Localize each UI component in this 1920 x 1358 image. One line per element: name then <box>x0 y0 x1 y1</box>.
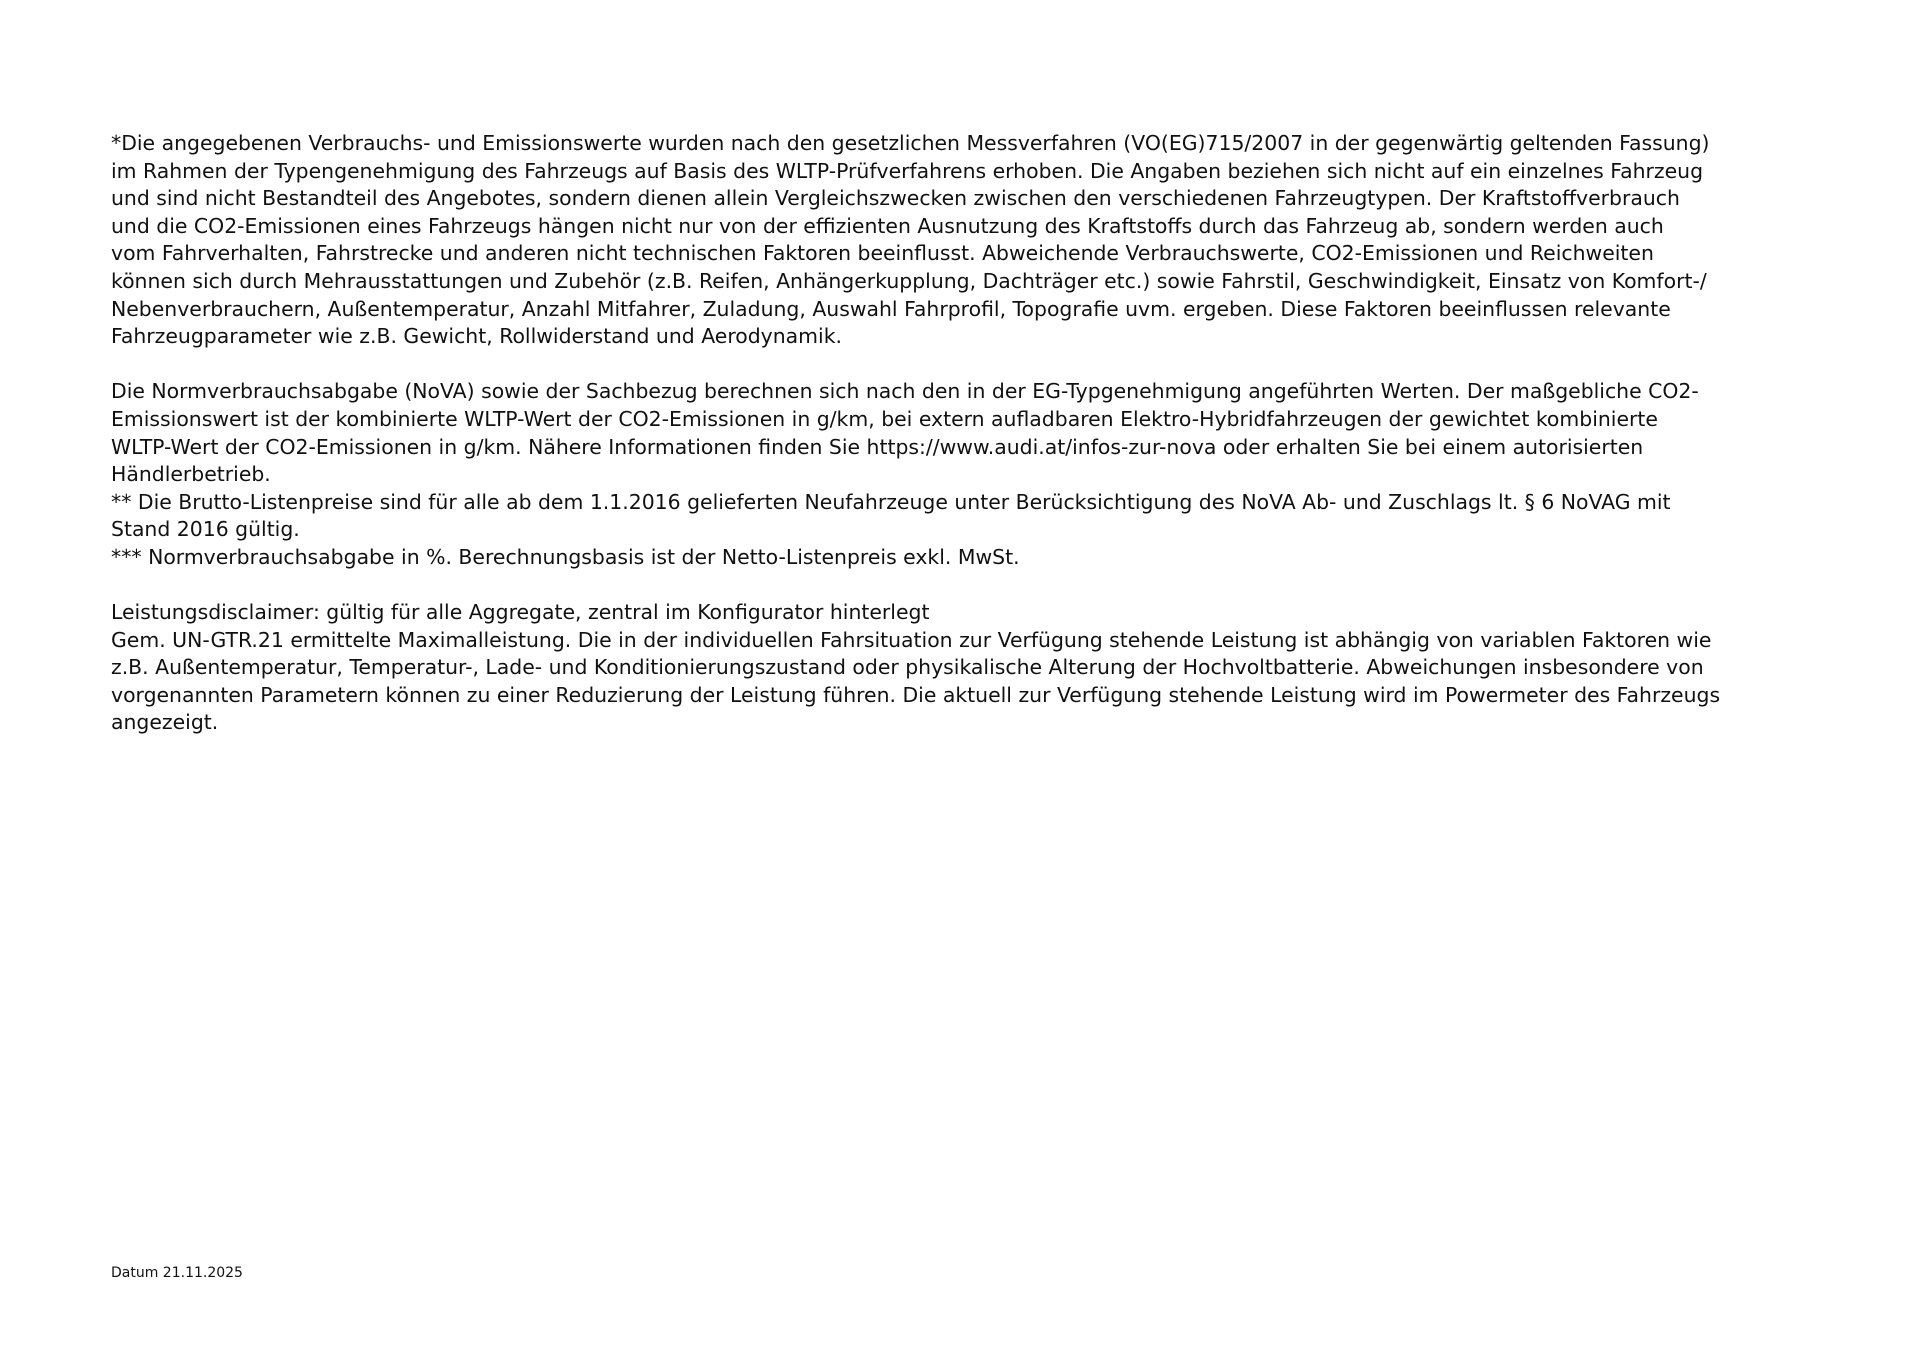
leistung-disclaimer-heading: Leistungsdisclaimer: gültig für alle Aggregate, zentral im Konfigurator hinterlegt <box>111 600 930 625</box>
leistung-disclaimer-paragraph: Gem. UN-GTR.21 ermittelte Maximalleistung. Die in der individuellen Fahrsituation zur Verfügung stehende Leistung ist abhängig von variablen Faktoren wie z.B. Außentemperatur, Temperatur-, Lade- und Konditionierungszustand oder physikalische Alterung der Hochvoltbatterie. Abweichungen insbesondere von vorgenannten Parametern können zu einer Reduzierung der Leistung führen. Die aktuell zur Verfügung stehende Leistung wird im Powermeter des Fahrzeugs angezeigt. <box>111 627 1721 735</box>
brutto-listenpreis-note: ** Die Brutto-Listenpreise sind für alle ab dem 1.1.2016 gelieferten Neufahrzeuge unter Berücksichtigung des NoVA Ab- und Zuschlags lt. § 6 NoVAG mit Stand 2016 gültig. <box>111 489 1671 542</box>
nova-percent-note: *** Normverbrauchsabgabe in %. Berechnungsbasis ist der Netto-Listenpreis exkl. MwSt. <box>111 544 1020 569</box>
footer-date: Datum 21.11.2025 <box>111 1265 243 1281</box>
disclaimer-content <box>111 130 1817 737</box>
paragraph-spacer <box>111 572 1817 600</box>
emissions-disclaimer-paragraph: *Die angegebenen Verbrauchs- und Emissionswerte wurden nach den gesetzlichen Messverfahren (VO(EG)715/2007 in der gegenwärtig geltenden Fassung) im Rahmen der Typengenehmigung des Fahrzeugs auf Basis des WLTP-Prüfverfahrens erhoben. Die Angaben beziehen sich nicht auf ein einzelnes Fahrzeug und sind nicht Bestandteil des Angebotes, sondern dienen allein Vergleichszwecken zwischen den verschiedenen Fahrzeugtypen. Der Kraftstoffverbrauch und die CO2-Emissionen eines Fahrzeugs hängen nicht nur von der effizienten Ausnutzung des Kraftstoffs durch das Fahrzeug ab, sondern werden auch vom Fahrverhalten, Fahrstrecke und anderen nicht technischen Faktoren beeinflusst. Abweichende Verbrauchswerte, CO2-Emissionen und Reichweiten können sich durch Mehrausstattungen und Zubehör (z.B. Reifen, Anhängerkupplung, Dachträger etc.) sowie Fahrstil, Geschwindigkeit, Einsatz von Komfort-/ Nebenverbrauchern, Außentemperatur, Anzahl Mitfahrer, Zuladung, Auswahl Fahrprofil, Topografie uvm. ergeben. Diese Faktoren beeinflussen relevante Fahrzeugparameter wie z.B. Gewicht, Rollwiderstand und Aerodynamik. <box>111 131 1710 349</box>
paragraph-spacer <box>111 351 1817 379</box>
nova-disclaimer-paragraph: Die Normverbrauchsabgabe (NoVA) sowie der Sachbezug berechnen sich nach den in der EG-Typgenehmigung angeführten Werten. Der maßgebliche CO2- Emissionswert ist der kombinierte WLTP-Wert der CO2-Emissionen in g/km, bei extern aufladbaren Elektro-Hybridfahrzeugen der gewichtet kombinierte WLTP-Wert der CO2-Emissionen in g/km. Nähere Informationen finden Sie https://www.audi.at/infos-zur-nova oder erhalten Sie bei einem autorisierten Händlerbetrieb. <box>111 379 1699 487</box>
